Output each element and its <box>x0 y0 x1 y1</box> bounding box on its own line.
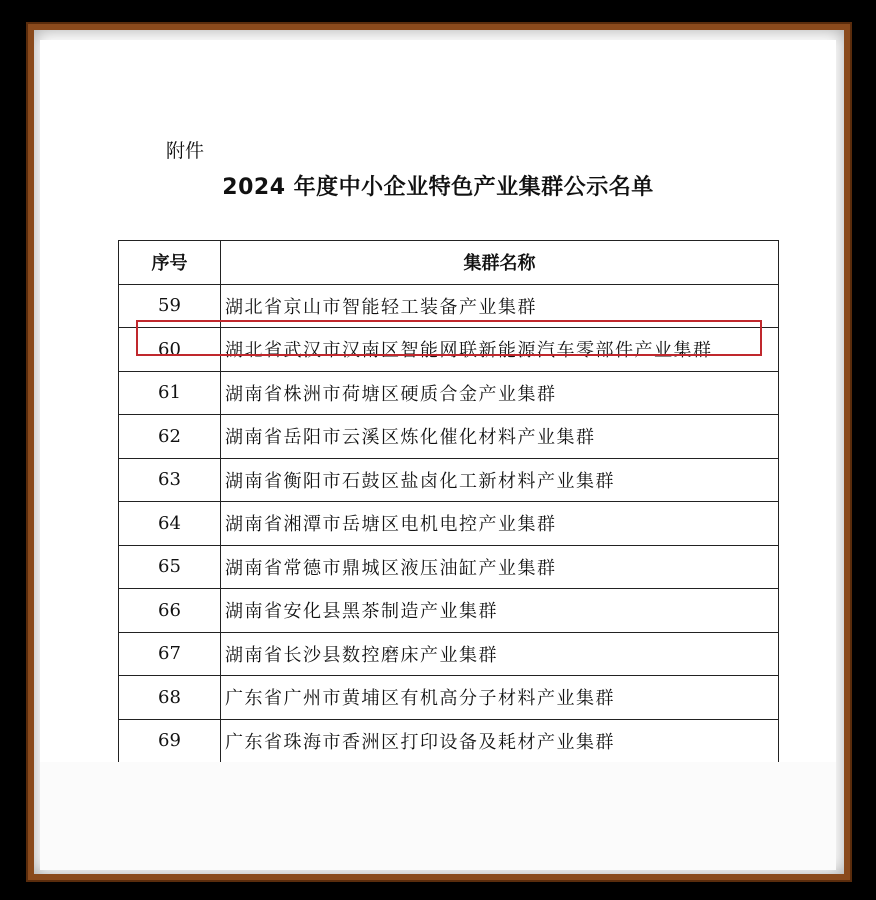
document-title: 2024 年度中小企业特色产业集群公示名单 <box>222 175 654 200</box>
row-number: 63 <box>119 458 221 502</box>
table-row <box>119 458 779 502</box>
row-number: 69 <box>119 719 221 763</box>
row-cluster-name: 湖南省湘潭市岳塘区电机电控产业集群 <box>221 502 779 546</box>
attachment-label: 附件 <box>166 140 205 162</box>
table-header-row <box>119 241 779 285</box>
row-number: 68 <box>119 676 221 720</box>
row-cluster-name: 湖南省长沙县数控磨床产业集群 <box>221 632 779 676</box>
row-cluster-name: 湖南省岳阳市云溪区炼化催化材料产业集群 <box>221 415 779 459</box>
header-serial-number: 序号 <box>119 241 221 285</box>
row-cluster-name: 湖南省常德市鼎城区液压油缸产业集群 <box>221 545 779 589</box>
table-row <box>119 676 779 720</box>
highlight-box <box>136 320 762 356</box>
table-row <box>119 632 779 676</box>
row-number: 59 <box>119 284 221 328</box>
row-number: 66 <box>119 589 221 633</box>
row-cluster-name: 广东省珠海市香洲区打印设备及耗材产业集群 <box>221 719 779 763</box>
row-cluster-name: 湖南省株洲市荷塘区硬质合金产业集群 <box>221 371 779 415</box>
table-row <box>119 371 779 415</box>
row-number: 67 <box>119 632 221 676</box>
table-row <box>119 719 779 763</box>
row-number: 65 <box>119 545 221 589</box>
table-row <box>119 415 779 459</box>
row-cluster-name: 湖南省安化县黑茶制造产业集群 <box>221 589 779 633</box>
table-row <box>119 589 779 633</box>
row-cluster-name: 湖北省京山市智能轻工装备产业集群 <box>221 284 779 328</box>
row-number: 62 <box>119 415 221 459</box>
row-number: 61 <box>119 371 221 415</box>
row-cluster-name: 广东省广州市黄埔区有机高分子材料产业集群 <box>221 676 779 720</box>
page-bottom-area <box>40 762 836 870</box>
table-row <box>119 545 779 589</box>
header-cluster-name: 集群名称 <box>221 241 779 285</box>
row-cluster-name: 湖南省衡阳市石鼓区盐卤化工新材料产业集群 <box>221 458 779 502</box>
row-cluster-name: 湖北省武汉市汉南区智能网联新能源汽车零部件产业集群 <box>221 328 779 372</box>
row-number: 60 <box>119 328 221 372</box>
table-row <box>119 502 779 546</box>
cluster-table <box>118 240 779 763</box>
row-number: 64 <box>119 502 221 546</box>
